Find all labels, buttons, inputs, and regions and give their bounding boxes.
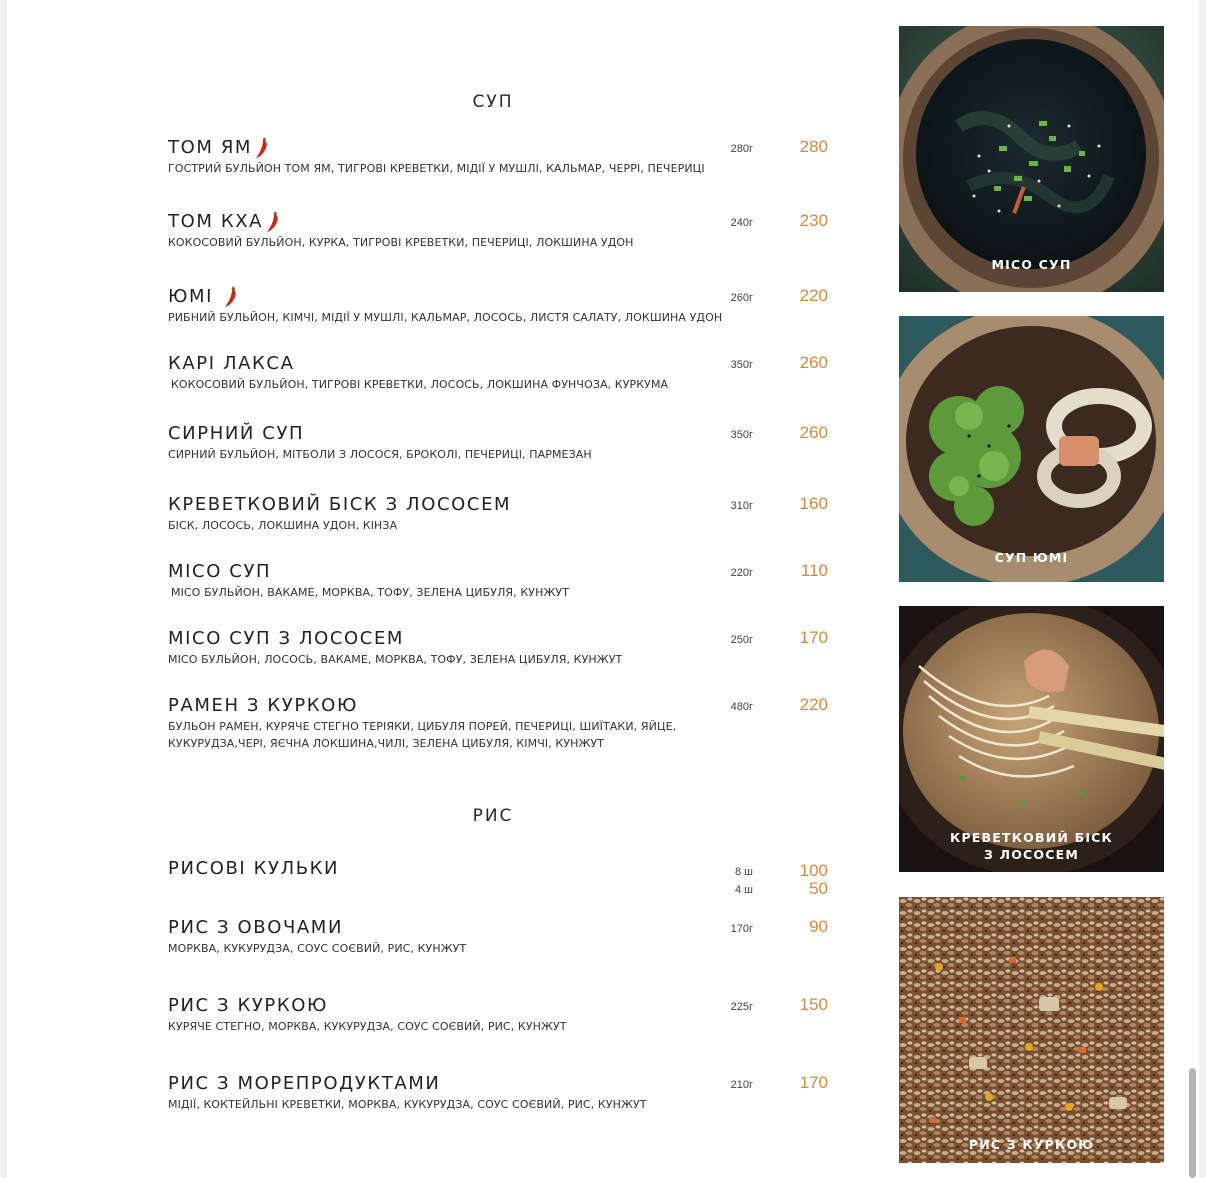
item-weight: 220г xyxy=(730,567,753,579)
menu-item-tom-kha xyxy=(168,211,828,251)
item-name: РАМЕН З КУРКОЮ xyxy=(168,695,358,716)
item-price: 260 xyxy=(799,423,828,442)
item-price: 220 xyxy=(799,286,828,305)
menu-page xyxy=(7,0,1199,1178)
photo-yumi-soup xyxy=(899,316,1164,582)
photo-caption: РИС З КУРКОЮ xyxy=(968,1137,1095,1152)
menu-item-yumi xyxy=(168,286,828,326)
item-name: РИС З КУРКОЮ xyxy=(168,995,329,1016)
item-name: РИС З ОВОЧАМИ xyxy=(168,917,344,938)
item-description-line2: КУКУРУДЗА,ЧЕРІ, ЯЄЧНА ЛОКШИНА,ЧИЛІ, ЗЕЛЕНА ЦИБУЛЯ, КІМЧІ, КУНЖУТ xyxy=(168,737,605,750)
item-name: СИРНИЙ СУП xyxy=(168,423,305,444)
item-price: 160 xyxy=(799,494,828,513)
item-name: КАРІ ЛАКСА xyxy=(168,353,295,374)
item-price: 90 xyxy=(809,917,828,936)
item-weight: 260г xyxy=(730,292,753,304)
menu-item-miso-salmon xyxy=(168,628,828,668)
photo-caption-line1: КРЕВЕТКОВИЙ БІСК xyxy=(950,830,1113,845)
menu-item-cheese-soup xyxy=(168,423,828,463)
item-price-8: 100 xyxy=(799,861,828,880)
menu-item-tom-yam xyxy=(168,137,828,177)
item-name: МІСО СУП xyxy=(168,561,272,582)
chili-pepper-icon xyxy=(254,137,270,159)
item-price: 220 xyxy=(799,695,828,714)
item-description: БУЛЬОН РАМЕН, КУРЯЧЕ СТЕГНО ТЕРІЯКИ, ЦИБУЛЯ ПОРЕЙ, ПЕЧЕРИЦІ, ШИЇТАКИ, ЯЙЦЕ, xyxy=(168,720,677,733)
item-price: 260 xyxy=(799,353,828,372)
item-description: МОРКВА, КУКУРУДЗА, СОУС СОЄВИЙ, РИС, КУНЖУТ xyxy=(168,942,467,955)
item-weight: 170г xyxy=(730,923,753,935)
menu-item-rice-seafood xyxy=(168,1073,828,1113)
section-title-rice: РИС xyxy=(472,806,514,826)
photo-caption-line2: З ЛОСОСЕМ xyxy=(984,847,1079,862)
chili-pepper-icon xyxy=(265,211,281,233)
photo-caption: МІСО СУП xyxy=(991,257,1072,272)
item-weight: 240г xyxy=(730,217,753,229)
photo-rice-chicken xyxy=(899,897,1164,1163)
item-weight: 350г xyxy=(730,429,753,441)
item-weight: 280г xyxy=(730,143,753,155)
item-weight: 225г xyxy=(730,1001,753,1013)
item-weight: 480г xyxy=(730,701,753,713)
photo-shrimp-bisque xyxy=(899,606,1164,872)
scrollbar-thumb[interactable] xyxy=(1189,1068,1196,1178)
menu-item-rice-balls xyxy=(168,858,828,898)
item-name: РИС З МОРЕПРОДУКТАМИ xyxy=(168,1073,441,1094)
item-description: КОКОСОВИЙ БУЛЬЙОН, КУРКА, ТИГРОВІ КРЕВЕТКИ, ПЕЧЕРИЦІ, ЛОКШИНА УДОН xyxy=(168,236,634,249)
item-weight-4: 4 ш xyxy=(735,884,753,896)
menu-item-rice-chicken xyxy=(168,995,828,1035)
item-description: СИРНИЙ БУЛЬЙОН, МІТБОЛИ З ЛОСОСЯ, БРОКОЛІ, ПЕЧЕРИЦІ, ПАРМЕЗАН xyxy=(168,448,592,461)
item-name: МІСО СУП З ЛОСОСЕМ xyxy=(168,628,405,649)
item-price: 230 xyxy=(799,211,828,230)
menu-item-ramen-chicken xyxy=(168,695,828,752)
chili-pepper-icon xyxy=(223,286,239,308)
item-name: КРЕВЕТКОВИЙ БІСК З ЛОСОСЕМ xyxy=(168,494,512,515)
item-description: ГОСТРИЙ БУЛЬЙОН ТОМ ЯМ, ТИГРОВІ КРЕВЕТКИ, МІДІЇ У МУШЛІ, КАЛЬМАР, ЧЕРРІ, ПЕЧЕРИЦІ xyxy=(168,162,705,175)
item-name: ЮМІ xyxy=(168,286,214,307)
item-price: 280 xyxy=(799,137,828,156)
item-price: 110 xyxy=(800,561,828,580)
item-price-4: 50 xyxy=(809,879,828,898)
item-weight: 210г xyxy=(730,1079,753,1091)
item-weight: 350г xyxy=(730,359,753,371)
photo-miso-soup xyxy=(899,26,1164,292)
item-price: 150 xyxy=(799,995,828,1014)
menu-item-shrimp-bisque xyxy=(168,494,828,534)
section-title-soup: СУП xyxy=(472,92,514,112)
item-description: МІСО БУЛЬЙОН, ВАКАМЕ, МОРКВА, ТОФУ, ЗЕЛЕНА ЦИБУЛЯ, КУНЖУТ xyxy=(171,586,570,599)
item-weight: 250г xyxy=(730,634,753,646)
item-weight-8: 8 ш xyxy=(735,866,753,878)
menu-item-rice-vegetables xyxy=(168,917,828,957)
item-price: 170 xyxy=(799,628,828,647)
menu-item-kari-laksa xyxy=(168,353,828,393)
item-description: БІСК, ЛОСОСЬ, ЛОКШИНА УДОН, КІНЗА xyxy=(168,519,398,532)
item-weight: 310г xyxy=(730,500,753,512)
item-name: ТОМ КХА xyxy=(168,211,264,232)
item-description: МІСО БУЛЬЙОН, ЛОСОСЬ, ВАКАМЕ, МОРКВА, ТОФУ, ЗЕЛЕНА ЦИБУЛЯ, КУНЖУТ xyxy=(168,653,623,666)
item-description: КУРЯЧЕ СТЕГНО, МОРКВА, КУКУРУДЗА, СОУС СОЄВИЙ, РИС, КУНЖУТ xyxy=(168,1020,567,1033)
item-description: КОКОСОВИЙ БУЛЬЙОН, ТИГРОВІ КРЕВЕТКИ, ЛОСОСЬ, ЛОКШИНА ФУНЧОЗА, КУРКУМА xyxy=(171,378,669,391)
photo-caption: СУП ЮМІ xyxy=(994,550,1069,565)
item-name: РИСОВІ КУЛЬКИ xyxy=(168,858,340,879)
item-name: ТОМ ЯМ xyxy=(168,137,253,158)
item-description: РИБНИЙ БУЛЬЙОН, КІМЧІ, МІДІЇ У МУШЛІ, КАЛЬМАР, ЛОСОСЬ, ЛИСТЯ САЛАТУ, ЛОКШИНА УДОН xyxy=(168,311,723,324)
menu-item-miso-soup xyxy=(168,561,828,601)
item-price: 170 xyxy=(799,1073,828,1092)
item-description: МІДІЇ, КОКТЕЙЛЬНІ КРЕВЕТКИ, МОРКВА, КУКУРУДЗА, СОУС СОЄВИЙ, РИС, КУНЖУТ xyxy=(168,1098,647,1111)
